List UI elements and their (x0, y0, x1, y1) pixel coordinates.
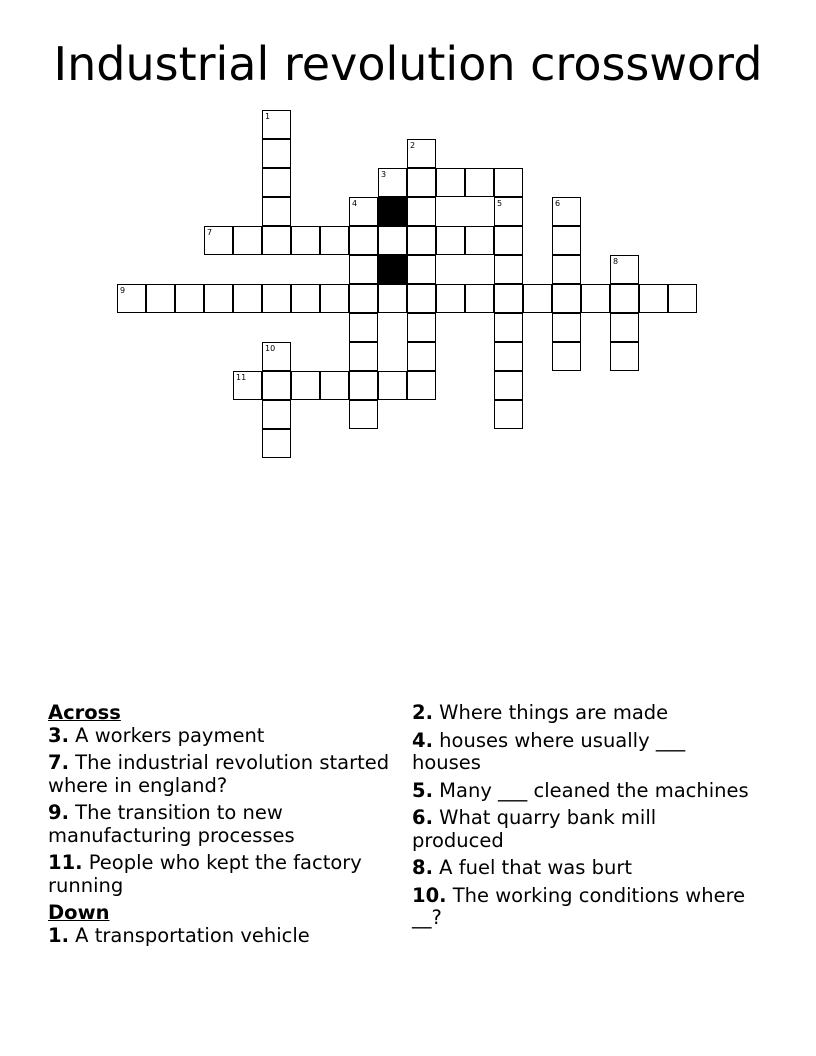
clue-item (48, 925, 398, 948)
clue-item (48, 752, 398, 797)
clue-number: 9 (120, 286, 126, 295)
grid-cell[interactable] (349, 400, 378, 429)
clue-number: 6 (555, 199, 561, 208)
grid-cell[interactable] (407, 284, 436, 313)
clue-number-label: 11. (48, 851, 83, 874)
grid-cell[interactable] (465, 226, 494, 255)
grid-cell[interactable] (494, 313, 523, 342)
clue-text: Where things are made (432, 701, 669, 724)
clue-number-label: 3. (48, 723, 69, 747)
grid-cell[interactable] (349, 284, 378, 313)
clue-item (48, 802, 398, 847)
grid-cell[interactable] (349, 342, 378, 371)
grid-cell[interactable] (349, 313, 378, 342)
grid-cell[interactable] (494, 371, 523, 400)
clues-column-left (48, 702, 398, 952)
grid-cell[interactable] (349, 255, 378, 284)
grid-cell[interactable] (378, 168, 407, 197)
grid-cell[interactable] (320, 371, 349, 400)
grid-cell[interactable] (407, 342, 436, 371)
grid-cell[interactable] (262, 226, 291, 255)
grid-cell[interactable] (494, 226, 523, 255)
grid-cell[interactable] (117, 284, 146, 313)
grid-cell[interactable] (407, 168, 436, 197)
clue-item (412, 885, 752, 930)
clue-number: 3 (381, 170, 387, 179)
clue-item (412, 780, 752, 803)
grid-cell[interactable] (262, 429, 291, 458)
grid-cell[interactable] (610, 313, 639, 342)
grid-cell[interactable] (436, 284, 465, 313)
grid-block-cell (378, 255, 407, 284)
down-clue-list-continued (412, 702, 752, 930)
grid-cell[interactable] (262, 168, 291, 197)
grid-cell[interactable] (581, 284, 610, 313)
clue-text: Many ___ cleaned the machines (432, 778, 749, 802)
page-title: Industrial revolution crossword (53, 37, 763, 91)
grid-cell[interactable] (146, 284, 175, 313)
clue-text: What quarry bank mill produced (412, 806, 657, 852)
clue-number-label: 10. (412, 883, 447, 907)
grid-cell[interactable] (494, 197, 523, 226)
clue-number: 10 (265, 344, 276, 353)
clues-column-right (412, 702, 752, 935)
grid-cell[interactable] (436, 226, 465, 255)
clue-text: A transportation vehicle (68, 923, 310, 947)
clue-text: A fuel that was burt (432, 856, 633, 879)
grid-cell[interactable] (494, 255, 523, 284)
clue-number: 8 (613, 257, 619, 266)
grid-cell[interactable] (610, 342, 639, 371)
clue-number-label: 5. (412, 778, 433, 802)
grid-cell[interactable] (552, 226, 581, 255)
clue-text: houses where usually ___ houses (412, 728, 686, 774)
grid-cell[interactable] (262, 110, 291, 139)
clue-text: A workers payment (68, 723, 265, 747)
clue-number: 11 (236, 373, 247, 382)
clue-item (412, 730, 752, 775)
grid-cell[interactable] (349, 197, 378, 226)
down-heading: Down (48, 901, 110, 924)
grid-cell[interactable] (465, 284, 494, 313)
grid-cell[interactable] (320, 226, 349, 255)
grid-cell[interactable] (436, 168, 465, 197)
grid-cell[interactable] (233, 284, 262, 313)
grid-cell[interactable] (378, 284, 407, 313)
grid-cell[interactable] (349, 226, 378, 255)
grid-cell[interactable] (349, 371, 378, 400)
grid-block-cell (378, 197, 407, 226)
grid-cell[interactable] (523, 284, 552, 313)
grid-cell[interactable] (552, 284, 581, 313)
grid-cell[interactable] (494, 400, 523, 429)
clue-number: 1 (265, 112, 271, 121)
crossword-grid (0, 0, 816, 500)
clue-item (412, 807, 752, 852)
clue-number: 2 (410, 141, 416, 150)
clue-number-label: 1. (48, 923, 69, 947)
grid-cell[interactable] (204, 226, 233, 255)
grid-cell[interactable] (407, 371, 436, 400)
grid-cell[interactable] (552, 313, 581, 342)
clue-number-label: 6. (412, 806, 433, 829)
clue-text: The working conditions where __? (412, 883, 746, 929)
grid-cell[interactable] (262, 139, 291, 168)
grid-cell[interactable] (494, 168, 523, 197)
grid-cell[interactable] (407, 139, 436, 168)
grid-cell[interactable] (291, 226, 320, 255)
grid-cell[interactable] (610, 255, 639, 284)
clue-text: People who kept the factory running (48, 851, 362, 897)
clue-item (48, 852, 398, 897)
grid-cell[interactable] (320, 284, 349, 313)
grid-cell[interactable] (291, 371, 320, 400)
grid-cell[interactable] (610, 284, 639, 313)
grid-cell[interactable] (552, 342, 581, 371)
clue-number: 7 (207, 228, 213, 237)
grid-cell[interactable] (407, 197, 436, 226)
grid-cell[interactable] (407, 255, 436, 284)
grid-cell[interactable] (552, 197, 581, 226)
clue-number-label: 8. (412, 856, 433, 879)
clue-number-label: 7. (48, 751, 69, 774)
clue-number-label: 4. (412, 728, 433, 752)
grid-cell[interactable] (465, 168, 494, 197)
across-heading: Across (48, 701, 121, 724)
grid-cell[interactable] (552, 255, 581, 284)
grid-cell[interactable] (233, 371, 262, 400)
clue-item (412, 702, 752, 725)
grid-cell[interactable] (378, 226, 407, 255)
grid-cell[interactable] (233, 226, 262, 255)
clue-item (412, 857, 752, 880)
grid-cell[interactable] (175, 284, 204, 313)
grid-cell[interactable] (204, 284, 233, 313)
grid-cell[interactable] (378, 371, 407, 400)
grid-cell[interactable] (494, 284, 523, 313)
clue-item (48, 725, 398, 748)
grid-cell[interactable] (262, 197, 291, 226)
clue-number: 4 (352, 199, 358, 208)
clue-number-label: 2. (412, 701, 433, 724)
grid-cell[interactable] (494, 342, 523, 371)
clue-number: 5 (497, 199, 503, 208)
grid-cell[interactable] (407, 226, 436, 255)
clue-text: The industrial revolution started where in england? (48, 751, 390, 797)
grid-cell[interactable] (668, 284, 697, 313)
across-clue-list (48, 725, 398, 898)
grid-cell[interactable] (639, 284, 668, 313)
down-clue-list (48, 925, 398, 948)
grid-cell[interactable] (407, 313, 436, 342)
clue-number-label: 9. (48, 801, 69, 824)
grid-cell[interactable] (262, 371, 291, 400)
grid-cell[interactable] (262, 342, 291, 371)
clue-text: The transition to new manufacturing processes (48, 801, 295, 847)
grid-cell[interactable] (262, 400, 291, 429)
grid-cell[interactable] (291, 284, 320, 313)
grid-cell[interactable] (262, 284, 291, 313)
